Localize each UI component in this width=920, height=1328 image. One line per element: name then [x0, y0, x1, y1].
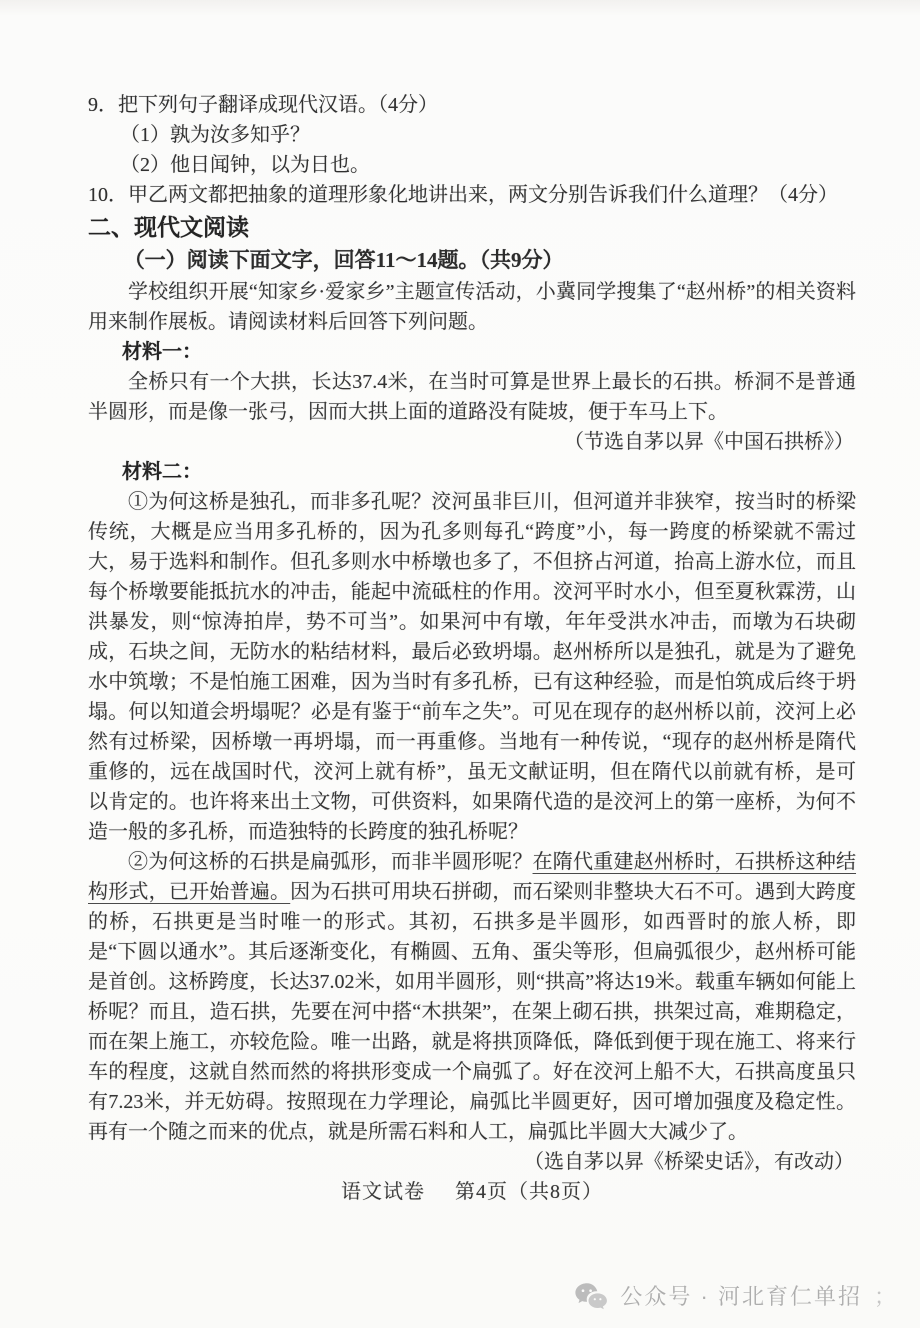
footer-page-number: 第4页（共8页） [455, 1181, 603, 1203]
paragraph-2-lead: ②为何这桥的石拱是扁弧形，而非半圆形呢？ [128, 851, 533, 873]
page-footer [88, 1177, 856, 1207]
question-9-item-1: （1）孰为汝多知乎？ [120, 124, 310, 146]
watermark-text: 公众号 · 河北育仁单招 [620, 1284, 862, 1309]
section-2-1-subheading: （一）阅读下面文字，回答11～14题。（共9分） [123, 248, 564, 272]
watermark-tail-mark: ； [873, 1284, 896, 1309]
material-1-source: （节选自茅以昇《中国石拱桥》） [564, 431, 854, 453]
footer-paper-title: 语文试卷 [341, 1181, 425, 1203]
question-9-item-2: （2）他日闻钟，以为日也。 [120, 154, 370, 176]
paragraph-2-rest: 因为石拱可用块石拼砌，而石梁则非整块大石不可。遇到大跨度的桥，石拱更是当时唯一的形式。其初，石拱多是半圆形，如西晋时的旅人桥，即是“下圆以通水”。其后逐渐变化，有椭圆、五角、蛋尖等形，但扁弧很少，赵州桥可能是首创。这桥跨度，长达37.02米，如用半圆形，则“拱高”将达19米。载重车辆如何能上桥呢？而且，造石拱，先要在河中搭“木拱架”，在架上砌石拱，拱架过高，难期稳定，而在架上施工，亦较危险。唯一出路，就是将拱顶降低，降低到便于现在施工、将来行车的程度，这就自然而然的将拱形变成一个扁弧了。好在洨河上船不大，石拱高度虽只有7.23米，并无妨碍。按照现在力学理论，扁弧比半圆更好，因可增加强度及稳定性。再有一个随之而来的优点，就是所需石料和人工，扁弧比半圆大大减少了。 [88, 881, 857, 1143]
material-2-label: 材料二： [122, 461, 202, 483]
question-9-label: 9．把下列句子翻译成现代汉语。（4分） [88, 94, 438, 116]
material-2-paragraph-1: ①为何这桥是独孔，而非多孔呢？洨河虽非巨川，但河道并非狭窄，按当时的桥梁传统，大概是应当用多孔桥的，因为孔多则每孔“跨度”小，每一跨度的桥梁就不需过大，易于选料和制作。但孔多则水中桥墩也多了，不但挤占河道，抬高上游水位，而且每个桥墩要能抵抗水的冲击，能起中流砥柱的作用。洨河平时水小，但至夏秋霖涝，山洪暴发，则“惊涛拍岸，势不可当”。如果河中有墩，年年受洪水冲击，而墩为石块砌成，石块之间，无防水的粘结材料，最后必致坍塌。赵州桥所以是独孔，就是为了避免水中筑墩；不是怕施工困难，因为当时有多孔桥，已有这种经验，而是怕筑成后终于坍塌。何以知道会坍塌呢？必是有鉴于“前车之失”。可见在现存的赵州桥以前，洨河上必然有过桥梁，因桥墩一再坍塌，而一再重修。当地有一种传说，“现存的赵州桥是隋代重修的，远在战国时代，洨河上就有桥”，虽无文献证明，但在隋代以前就有桥，是可以肯定的。也许将来出土文物，可供资料，如果隋代造的是洨河上的第一座桥，为何不造一般的多孔桥，而造独特的长跨度的独孔桥呢？ [88, 491, 856, 843]
wechat-icon [574, 1282, 610, 1312]
watermark [574, 1282, 896, 1312]
paragraph-2-underlined-text: 在隋代重建赵州桥时，石拱桥这种结构形式，已开始普遍。 [88, 851, 857, 903]
section-2-heading: 二、现代文阅读 [88, 214, 249, 240]
material-2-source: （选自茅以昇《桥梁史话》，有改动） [524, 1151, 854, 1173]
question-10-label: 10．甲乙两文都把抽象的道理形象化地讲出来，两文分别告诉我们什么道理？（4分） [88, 184, 838, 206]
material-1-text: 全桥只有一个大拱，长达37.4米，在当时可算是世界上最长的石拱。桥洞不是普通半圆形，而是像一张弓，因而大拱上面的道路没有陡坡，便于车马上下。 [88, 371, 856, 423]
material-1-label: 材料一： [122, 341, 202, 363]
material-2-paragraph-2 [88, 847, 856, 1147]
reading-intro-paragraph: 学校组织开展“知家乡·爱家乡”主题宣传活动，小冀同学搜集了“赵州桥”的相关资料用来制作展板。请阅读材料后回答下列问题。 [88, 281, 856, 333]
